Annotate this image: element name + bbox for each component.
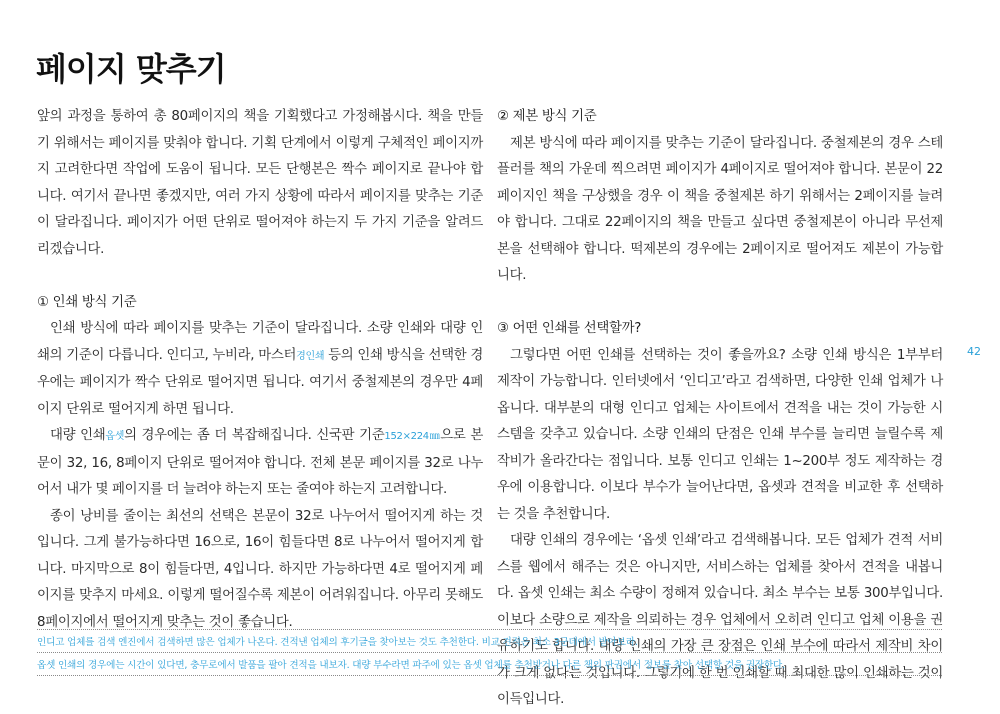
footnote: 인디고 업체를 검색 엔진에서 검색하면 많은 업체가 나온다. 견적낸 업체의 후기글을 찾아보는 것도 추천한다. 비교 견적은 최소 3군데에서 받아보라. <box>37 637 638 648</box>
left-column <box>37 104 483 636</box>
inline-annotation: 152×224㎜ <box>384 431 441 442</box>
paragraph: 대량 인쇄옵셋의 경우에는 좀 더 복잡해집니다. 신국판 기준152×224㎜으로 본문이 32, 16, 8페이지 단위로 떨어져야 합니다. 전체 본문 페이지를 32로 나누어서 내가 몇 페이지를 더 늘려야 하는지 또는 줄여야 하는지 고려합니다. <box>37 428 483 497</box>
footnote: 옵셋 인쇄의 경우에는 시간이 있다면, 충무로에서 발품을 팔아 견적을 내보자. 대량 부수라면 파주에 있는 옵셋 업체를 추천받거나 다른 책의 판권에서 정보를 찾아 선택할 것을 권장한다. <box>37 660 785 671</box>
paragraph: 대량 인쇄의 경우에는 ‘옵셋 인쇄’라고 검색해봅니다. 모든 업체가 견적 서비스를 웹에서 해주는 것은 아니지만, 서비스하는 업체를 찾아서 견적을 내봅니다. 옵셋 인쇄는 최소 수량이 정해져 있습니다. 최소 부수는 보통 300부입니다. 이보다 소량으로 제작을 의뢰하는 경우 업체에서 오히려 인디고 업체 이용을 권유하기도 합니다. 대량 인쇄의 가장 큰 장점은 인쇄 부수에 따라서 제작비 차이가 크게 없다는 것입니다. 그렇기에 한 번 인쇄할 때 최대한 많이 인쇄하는 것이 이득입니다. <box>497 533 943 707</box>
divider <box>37 675 942 680</box>
intro-paragraph: 앞의 과정을 통하여 총 80페이지의 책을 기획했다고 가정해봅시다. 책을 만들기 위해서는 페이지를 맞춰야 합니다. 기획 단계에서 이렇게 구체적인 페이지까지 고려한다면 작업에 도움이 됩니다. 모든 단행본은 짝수 페이지로 끝나야 합니다. 여기서 끝나면 좋겠지만, 여러 가지 상황에 따라서 페이지를 맞추는 기준이 달라집니다. 페이지가 어떤 단위로 떨어져야 하는지 두 가지 기준을 알려드리겠습니다. <box>37 109 483 257</box>
inline-annotation: 옵셋 <box>105 431 125 442</box>
section-heading-print-method: ① 인쇄 방식 기준 <box>37 294 137 310</box>
right-column <box>497 104 943 714</box>
paragraph: 그렇다면 어떤 인쇄를 선택하는 것이 좋을까요? 소량 인쇄 방식은 1부부터 제작이 가능합니다. 인터넷에서 ‘인디고’라고 검색하면, 다양한 인쇄 업체가 나옵니다. 대부분의 대형 인디고 업체는 사이트에서 견적을 내는 것이 가능한 시스템을 갖추고 있습니다. 소량 인쇄의 단점은 인쇄 부수를 늘리면 늘릴수록 제작비가 올라간다는 점입니다. 보통 인디고 인쇄는 1~200부 정도 제작하는 경우에 이용합니다. 이보다 부수가 늘어난다면, 옵셋과 견적을 비교한 후 선택하는 것을 추천합니다. <box>497 347 943 522</box>
inline-annotation: 경인쇄 <box>296 350 325 362</box>
page-title: 페이지 맞추기 <box>36 50 226 88</box>
paragraph: 종이 낭비를 줄이는 최선의 선택은 본문이 32로 나누어서 떨어지게 하는 것입니다. 그게 불가능하다면 16으로, 16이 힘들다면 8로 나누어서 떨어지게 합니다. 마지막으로 8이 힘들다면, 4입니다. 하지만 가능하다면 4로 떨어지게 페이지를 맞추지 마세요. 이렇게 떨어질수록 제본이 어려워집니다. 아무리 못해도 8페이지에서 떨어지게 맞추는 것이 좋습니다. <box>37 508 483 630</box>
paragraph: 제본 방식에 따라 페이지를 맞추는 기준이 달라집니다. 중철제본의 경우 스테플러를 책의 가운데 찍으려면 페이지가 4페이지로 떨어져야 합니다. 본문이 22페이지인 책을 구상했을 경우 이 책을 중철제본 하기 위해서는 2페이지를 늘려야 합니다. 그대로 22페이지의 책을 만들고 싶다면 중철제본이 아니라 무선제본을 선택해야 합니다. 떡제본의 경우에는 2페이지로 떨어져도 제본이 가능합니다. <box>497 135 943 283</box>
section-heading-binding-method: ② 제본 방식 기준 <box>497 109 597 124</box>
paragraph: 인쇄 방식에 따라 페이지를 맞추는 기준이 달라집니다. 소량 인쇄와 대량 인쇄의 기준이 다릅니다. 인디고, 누비라, 마스터경인쇄 등의 인쇄 방식을 선택한 경우에는 페이지가 짝수 단위로 떨어지면 됩니다. 여기서 중철제본의 경우만 4페이지 단위로 떨어지게 하면 됩니다. <box>37 321 483 417</box>
footnotes <box>37 629 942 680</box>
page-number: 42 <box>967 345 981 358</box>
section-heading-which-print: ③ 어떤 인쇄를 선택할까? <box>497 321 642 336</box>
